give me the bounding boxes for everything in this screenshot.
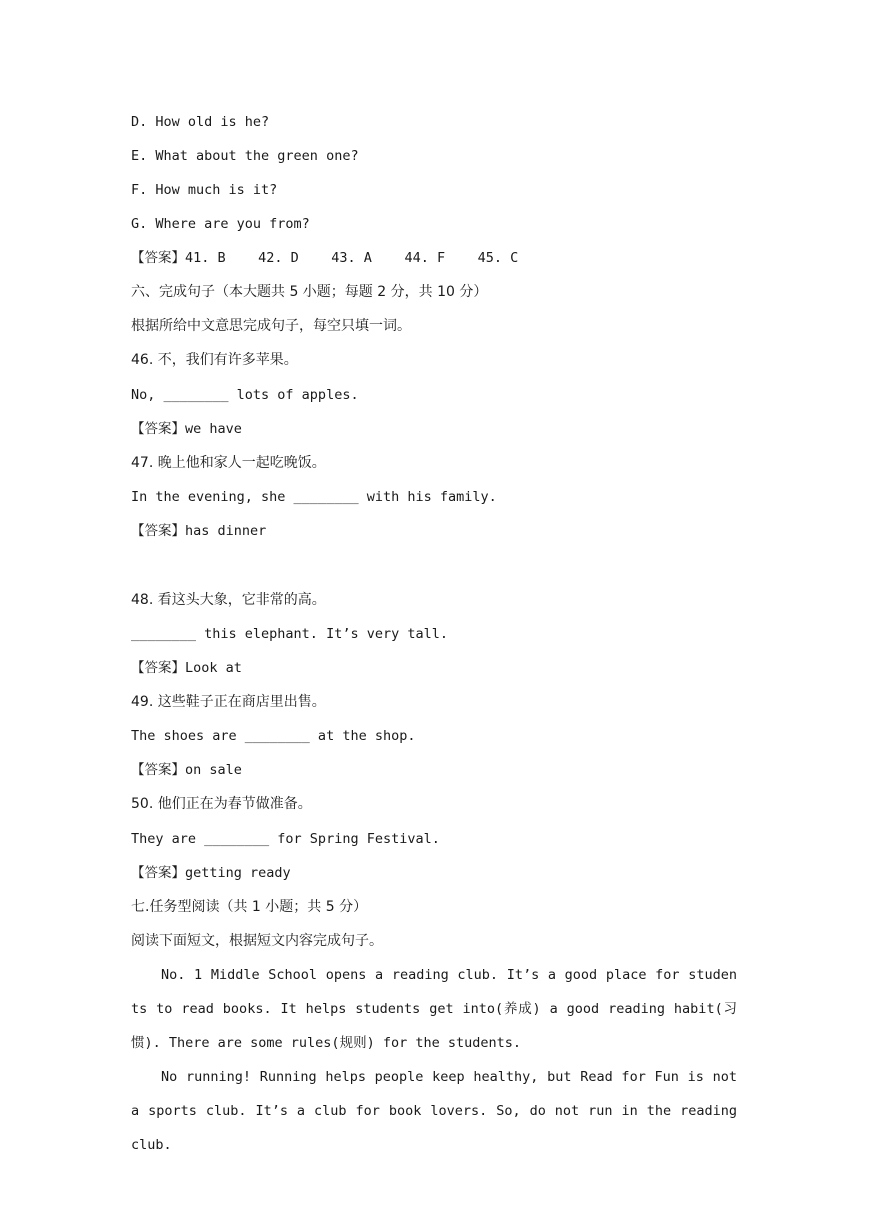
option-e: E. What about the green one?	[131, 148, 359, 164]
question-46-chinese: 46. 不，我们有许多苹果。	[131, 352, 298, 368]
reading-paragraph-2: No running! Running helps people keep healthy, but Read for Fun is not a sports club. It’s a club for book lovers. So, do not run in the reading club.	[131, 1069, 737, 1153]
answer-48: 【答案】Look at	[131, 660, 242, 676]
option-f: F. How much is it?	[131, 182, 278, 198]
section-6-instruction: 根据所给中文意思完成句子，每空只填一词。	[131, 318, 411, 334]
question-49-english: The shoes are ________ at the shop.	[131, 728, 416, 744]
section-7-title: 七.任务型阅读（共 1 小题；共 5 分）	[131, 899, 368, 915]
question-48-english: ________ this elephant. It’s very tall.	[131, 626, 448, 642]
answer-47: 【答案】has dinner	[131, 523, 267, 539]
question-49-chinese: 49. 这些鞋子正在商店里出售。	[131, 694, 326, 710]
question-46-english: No, ________ lots of apples.	[131, 387, 359, 403]
question-47-chinese: 47. 晚上他和家人一起吃晚饭。	[131, 455, 326, 471]
answer-50: 【答案】getting ready	[131, 865, 291, 881]
question-47-english: In the evening, she ________ with his family.	[131, 489, 497, 505]
answer-46: 【答案】we have	[131, 421, 242, 437]
answer-49: 【答案】on sale	[131, 762, 242, 778]
question-50-english: They are ________ for Spring Festival.	[131, 831, 440, 847]
question-48-chinese: 48. 看这头大象，它非常的高。	[131, 592, 326, 608]
answer-41-45: 【答案】41. B 42. D 43. A 44. F 45. C	[131, 250, 519, 266]
question-50-chinese: 50. 他们正在为春节做准备。	[131, 796, 312, 812]
section-7-instruction: 阅读下面短文，根据短文内容完成句子。	[131, 933, 383, 949]
section-6-title: 六、完成句子（本大题共 5 小题；每题 2 分，共 10 分）	[131, 284, 488, 300]
reading-paragraph-1: No. 1 Middle School opens a reading club. It’s a good place for students to read books. It helps students get into(养成) a good reading habit(习惯). There are some rules(规则) for the students.	[131, 967, 737, 1051]
option-g: G. Where are you from?	[131, 216, 310, 232]
option-d: D. How old is he?	[131, 114, 270, 130]
